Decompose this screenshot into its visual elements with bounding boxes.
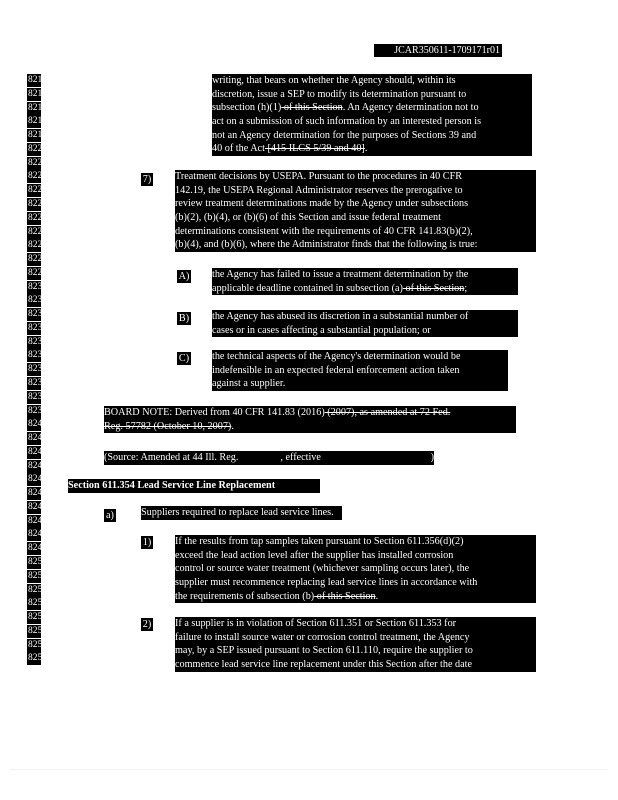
line-number: 8234: [28, 336, 47, 347]
text-line: act on a submission of such information by an interested person is: [212, 116, 482, 128]
text-line: Reg. 57782 (October 10, 2007).: [104, 420, 234, 432]
text-line: If the results from tap samples taken pursuant to Section 611.356(d)(2): [175, 536, 464, 547]
item-7-text: [175, 170, 536, 252]
text-line: indefensible in an expected federal enforcement action taken: [212, 364, 460, 376]
text-line: failure to install source water or corrosion control treatment, the Agency: [175, 631, 470, 643]
item-1-text: [175, 535, 536, 603]
struck-text: Reg. 57782 (October 10, 2007): [104, 420, 232, 432]
line-number: 8243: [28, 460, 47, 471]
text-line: cases or in cases affecting a substantial population; or: [212, 324, 431, 336]
text-line: may, by a SEP issued pursuant to Section 611.110, require the supplier to: [175, 645, 473, 657]
line-number: 8252: [28, 584, 47, 595]
subsection-b-label: B): [178, 313, 190, 324]
line-number: 8222: [28, 171, 47, 182]
text-line: not an Agency determination for the purposes of Sections 39 and: [212, 129, 477, 141]
line-number: 8233: [28, 322, 47, 333]
line-number: 8256: [28, 639, 47, 650]
struck-text: of this Section: [281, 102, 343, 114]
item-1-label: 1): [142, 537, 152, 548]
line-number: 8215: [28, 75, 47, 85]
line-number: 8246: [28, 501, 47, 512]
line-number: 8235: [28, 350, 47, 361]
line-number: 8224: [28, 198, 47, 209]
text-line: If a supplier is in violation of Section 611.351 or Section 611.353 for: [175, 618, 457, 629]
line-number: 8231: [28, 295, 47, 306]
text-line: the Agency has failed to issue a treatment determination by the: [212, 269, 469, 280]
item-2-label: 2): [142, 619, 152, 630]
line-number: 8221: [28, 157, 47, 168]
source-text: (Source: Amended at 44 Ill. Reg.: [104, 452, 239, 463]
text-line: the Agency has abused its discretion in a substantial number of: [212, 311, 469, 322]
source-note: [104, 451, 434, 465]
line-number: 8247: [28, 515, 47, 526]
line-number: 8254: [28, 612, 47, 622]
line-number: 8236: [28, 364, 47, 375]
line-number: 8244: [28, 474, 47, 485]
line-number: 8255: [28, 625, 47, 636]
line-number: 8232: [28, 309, 47, 320]
line-number: 8219: [28, 130, 47, 141]
paragraph-continuation: [212, 74, 532, 156]
subsection-a-label: A): [178, 271, 190, 282]
line-number: 8218: [28, 116, 47, 127]
line-number: 8225: [28, 212, 47, 223]
text-line: subsection (h)(1) of this Section. An Agency determination not to: [212, 102, 479, 114]
footer-rule: [10, 769, 608, 770]
blank-field: [238, 451, 280, 465]
text-line: (b)(2), (b)(4), or (b)(6) of this Section and issue federal treatment: [175, 212, 441, 224]
source-text: , effective: [280, 452, 321, 463]
text-line: 40 of the Act [415 ILCS 5/39 and 40].: [212, 143, 368, 155]
text-line: (b)(4), and (b)(6), where the Administrator finds that the following is true:: [175, 239, 478, 251]
line-number: 8239: [28, 405, 47, 416]
text-line: review treatment determinations made by the Agency under subsections: [175, 198, 469, 210]
text-line: commence lead service line replacement under this Section after the date: [175, 659, 472, 671]
line-number: 8241: [28, 433, 47, 443]
subsection-c-text: [212, 350, 508, 391]
line-number: 8249: [28, 543, 47, 554]
line-number: 8242: [28, 446, 47, 457]
line-number: 8257: [28, 653, 47, 664]
line-number: 8245: [28, 488, 47, 499]
text-line: discretion, issue a SEP to modify its determination pursuant to: [212, 88, 467, 100]
line-number: 8237: [28, 377, 47, 388]
line-number: 8226: [28, 226, 47, 237]
struck-text: of this Section: [314, 590, 376, 602]
struck-text: [415 ILCS 5/39 and 40]: [264, 143, 365, 155]
text-line: 142.19, the USEPA Regional Administrator reserves the prerogative to: [175, 184, 463, 196]
text-line: against a supplier.: [212, 378, 286, 390]
text-line: applicable deadline contained in subsection (a) of this Section;: [212, 282, 468, 294]
line-number: 8228: [28, 254, 47, 264]
document-id: JCAR350611-1709171r01: [374, 44, 502, 57]
line-number: 8217: [28, 102, 47, 113]
text-line: the requirements of subsection (b) of this Section.: [175, 590, 379, 602]
subsection-b-text: [212, 310, 518, 337]
paragraph-a-text: Suppliers required to replace lead service lines.: [141, 506, 342, 520]
inserted-year: 16: [311, 407, 322, 418]
text-line: BOARD NOTE: Derived from 40 CFR 141.83 (2016) (2007), as amended at 72 Fed.: [104, 407, 451, 418]
line-number: 8251: [28, 570, 47, 581]
text-line: the technical aspects of the Agency's determination would be: [212, 351, 461, 362]
line-number: 8216: [28, 88, 47, 99]
subsection-c-label: C): [178, 353, 190, 364]
blank-field: [321, 451, 431, 465]
line-number: 8230: [28, 281, 47, 292]
struck-text: (2007), as amended at 72 Fed.: [324, 407, 451, 418]
text-line: supplier must recommence replacing lead service lines in accordance with: [175, 577, 478, 589]
line-number: 8238: [28, 391, 47, 402]
line-number: 8248: [28, 529, 47, 540]
text-line: exceed the lead action level after the supplier has installed corrosion: [175, 549, 454, 561]
line-number: 8253: [28, 598, 47, 609]
struck-text: of this Section: [402, 282, 465, 294]
line-number: 8240: [28, 419, 47, 430]
line-number: 8250: [28, 557, 47, 567]
board-note: [104, 406, 516, 433]
text-line: determinations consistent with the requirements of 40 CFR 141.83(b)(2),: [175, 225, 473, 237]
line-number: 8223: [28, 185, 47, 196]
item-2-text: [175, 617, 536, 672]
line-number: 8227: [28, 240, 47, 251]
text-line: Treatment decisions by USEPA. Pursuant to the procedures in 40 CFR: [175, 171, 463, 182]
line-number: 8220: [28, 143, 47, 154]
text-line: control or source water treatment (whichever sampling occurs later), the: [175, 563, 470, 575]
source-text: ): [430, 452, 434, 463]
paragraph-a-label: a): [104, 509, 116, 522]
section-heading: Section 611.354 Lead Service Line Replacement: [68, 479, 320, 493]
line-number: 8229: [28, 267, 47, 278]
text-line: writing, that bears on whether the Agency should, within its: [212, 75, 456, 86]
subsection-a-text: [212, 268, 518, 295]
item-7-label: 7): [142, 174, 152, 185]
